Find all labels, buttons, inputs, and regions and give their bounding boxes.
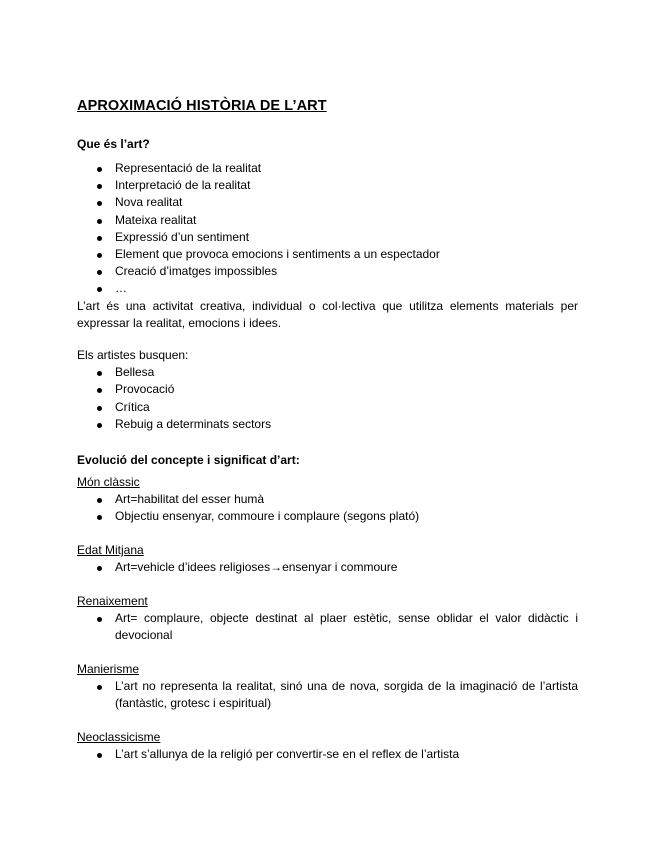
artists-seek-list <box>77 364 578 433</box>
period-title: Manierisme <box>77 662 140 676</box>
list-item: Art=habilitat del esser humà <box>77 491 578 508</box>
section-heading: Evolució del concepte i significat d’art: <box>77 453 300 467</box>
period-neoclassicism <box>77 729 578 763</box>
what-is-art-list <box>77 160 578 298</box>
list-item: Crítica <box>77 399 578 416</box>
list-item: … <box>77 280 578 297</box>
list-item: Nova realitat <box>77 194 578 211</box>
period-title: Món clàssic <box>77 475 140 489</box>
list-item: Bellesa <box>77 364 578 381</box>
list-item: Representació de la realitat <box>77 160 578 177</box>
list-item: L’art s’allunya de la religió per convertir-se en el reflex de l’artista <box>77 746 578 763</box>
list-item: Creació d’imatges impossibles <box>77 263 578 280</box>
art-definition-paragraph: L’art és una activitat creativa, individual o col·lectiva que utilitza elements materials per expressar la realitat, emocions i idees. <box>77 298 578 330</box>
list-item: Objectiu ensenyar, commoure i complaure (segons plató) <box>77 508 578 525</box>
period-title: Edat Mitjana <box>77 543 144 557</box>
period-renaissance <box>77 593 578 644</box>
period-middle-ages <box>77 542 578 576</box>
period-list <box>77 559 578 576</box>
section-artists-seek <box>77 347 578 433</box>
list-item: Mateixa realitat <box>77 212 578 229</box>
period-classic <box>77 474 578 525</box>
period-list <box>77 491 578 525</box>
list-item: Provocació <box>77 381 578 398</box>
period-title: Renaixement <box>77 594 148 608</box>
document-title: APROXIMACIÓ HISTÒRIA DE L’ART <box>77 98 327 114</box>
period-list <box>77 746 578 763</box>
artists-seek-intro: Els artistes busquen: <box>77 348 189 362</box>
section-evolution <box>77 452 578 469</box>
period-list <box>77 678 578 712</box>
list-item: Art=vehicle d’idees religioses→ensenyar i commoure <box>77 559 578 576</box>
section-what-is-art <box>77 136 578 153</box>
period-mannerism <box>77 661 578 712</box>
section-heading: Que és l’art? <box>77 137 150 151</box>
list-item: Expressió d’un sentiment <box>77 229 578 246</box>
list-item: Interpretació de la realitat <box>77 177 578 194</box>
list-item: Rebuig a determinats sectors <box>77 416 578 433</box>
list-item: L’art no representa la realitat, sinó una de nova, sorgida de la imaginació de l’artista (fantàstic, grotesc i espiritual) <box>77 678 578 712</box>
section-what-is-art-list-wrap <box>77 160 578 332</box>
list-item: Element que provoca emocions i sentiments a un espectador <box>77 246 578 263</box>
period-list <box>77 610 578 644</box>
list-item: Art= complaure, objecte destinat al plaer estètic, sense oblidar el valor didàctic i devocional <box>77 610 578 644</box>
period-title: Neoclassicisme <box>77 730 161 744</box>
